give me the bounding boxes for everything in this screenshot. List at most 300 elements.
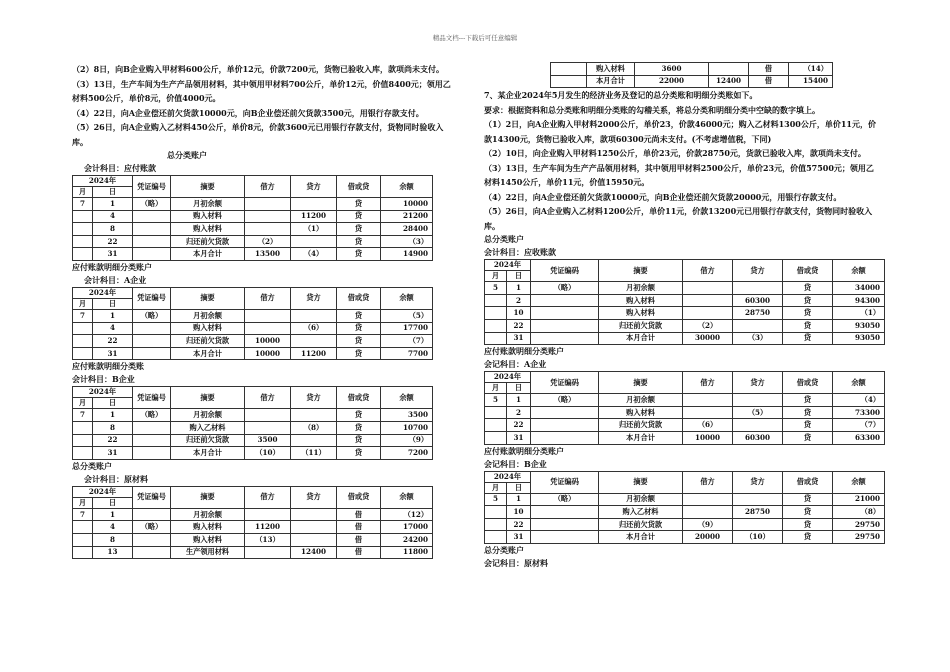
table-cell: 30000 xyxy=(683,332,733,345)
left-ledgers xyxy=(72,149,452,559)
table-cell xyxy=(73,546,93,559)
table-cell xyxy=(133,421,171,434)
table-cell: 13500 xyxy=(245,248,291,261)
table-cell: 贷 xyxy=(783,518,833,531)
table-cell: （8） xyxy=(833,506,885,519)
header-year: 2024年 xyxy=(485,260,531,271)
table-row xyxy=(551,63,891,76)
table-cell: （7） xyxy=(381,335,433,348)
table-cell: 15400 xyxy=(789,75,833,88)
table-cell: 贷 xyxy=(783,307,833,320)
header-year: 2024年 xyxy=(485,471,531,482)
table-cell: 8 xyxy=(93,533,133,546)
table-cell xyxy=(73,533,93,546)
table-cell: 22 xyxy=(507,518,531,531)
table-cell: （1） xyxy=(291,223,337,236)
table-cell: 94300 xyxy=(833,294,885,307)
table-row xyxy=(73,447,433,460)
ledger-table xyxy=(72,175,433,261)
table-cell: （5） xyxy=(381,309,433,322)
header-voucher: 凭证编号 xyxy=(133,176,171,198)
table-cell: 8 xyxy=(93,421,133,434)
table-cell: （2） xyxy=(683,319,733,332)
table-cell: （4） xyxy=(291,248,337,261)
header-summary: 摘要 xyxy=(599,372,683,394)
table-cell: 22 xyxy=(93,434,133,447)
table-row xyxy=(485,506,885,519)
table-cell: （1） xyxy=(833,307,885,320)
table-row xyxy=(73,533,433,546)
table-cell: 8 xyxy=(93,223,133,236)
table-cell: 月初余额 xyxy=(599,282,683,295)
table-cell xyxy=(133,210,171,223)
table-row xyxy=(73,347,433,360)
table-cell: 购入材料 xyxy=(171,521,245,534)
table-cell: 10000 xyxy=(245,335,291,348)
table-cell: 购入材料 xyxy=(171,533,245,546)
header-credit: 贷方 xyxy=(291,176,337,198)
table-cell xyxy=(733,518,783,531)
table-cell: （10） xyxy=(733,531,783,544)
header-debit: 借方 xyxy=(245,287,291,309)
table-cell: 22 xyxy=(93,235,133,248)
table-row xyxy=(485,431,885,444)
table-cell: 22 xyxy=(507,319,531,332)
header-debit-or-credit: 借或贷 xyxy=(783,471,833,493)
table-cell: （略） xyxy=(531,282,599,295)
table-cell xyxy=(245,546,291,559)
table-cell: 7 xyxy=(73,309,93,322)
table-cell xyxy=(531,518,599,531)
table-cell xyxy=(683,506,733,519)
table-cell: （11） xyxy=(291,447,337,460)
paragraph: （2）8日，向B企业购入甲材料600公斤，单价12元，价款7200元，货物已验收入库，款项尚未支付。 xyxy=(72,64,444,74)
table-cell: 贷 xyxy=(337,210,381,223)
header-month: 月 xyxy=(485,271,507,282)
table-row xyxy=(485,394,885,407)
table-cell: 购入材料 xyxy=(599,307,683,320)
table-cell xyxy=(73,421,93,434)
table-cell: 60300 xyxy=(733,294,783,307)
table-cell: （3） xyxy=(733,332,783,345)
table-row xyxy=(73,322,433,335)
table-cell xyxy=(73,447,93,460)
table-row xyxy=(485,332,885,345)
right-ledgers xyxy=(484,233,881,544)
table-cell xyxy=(683,406,733,419)
table-cell xyxy=(73,248,93,261)
table-cell: 24200 xyxy=(381,533,433,546)
header-voucher: 凭证编号 xyxy=(133,287,171,309)
table-cell: 11800 xyxy=(381,546,433,559)
table-cell: 34000 xyxy=(833,282,885,295)
ledger-title: 应付账款明细分类账户 xyxy=(484,346,564,357)
table-cell: 借 xyxy=(337,508,381,521)
table-cell: （9） xyxy=(381,434,433,447)
header-day: 日 xyxy=(93,298,133,309)
paragraph: （4）22日，向A企业偿还前欠货款10000元，向B企业偿还前欠货款3500元，用银行存款支付。 xyxy=(72,107,424,118)
table-cell: 购入乙材料 xyxy=(599,506,683,519)
paragraph: （5）26日，向A企业购入乙材料1200公斤，单价11元，价款13200元已用银行存款支付，货物同时验收入库。 xyxy=(484,206,873,231)
table-cell: 归还前欠货款 xyxy=(599,419,683,432)
table-cell: 借 xyxy=(749,75,789,88)
ledger-table xyxy=(484,471,885,544)
ledger-subject: 会计科目：A企业 xyxy=(84,274,147,285)
table-cell: 14900 xyxy=(381,248,433,261)
table-cell: 31 xyxy=(93,447,133,460)
header-credit: 贷方 xyxy=(291,387,337,409)
table-cell: 购入材料 xyxy=(587,63,635,76)
ledger-title: 总分类账户 xyxy=(72,460,112,471)
ledger-table xyxy=(72,386,433,459)
table-cell: 17700 xyxy=(381,322,433,335)
table-cell: 22 xyxy=(93,335,133,348)
table-row xyxy=(485,294,885,307)
table-cell: （略） xyxy=(133,198,171,211)
table-row xyxy=(485,518,885,531)
table-cell: 月初余额 xyxy=(599,493,683,506)
table-cell: 2 xyxy=(507,406,531,419)
table-cell: 1 xyxy=(507,493,531,506)
table-cell: （2） xyxy=(245,235,291,248)
table-cell: 贷 xyxy=(783,506,833,519)
paragraph: （3）13日，生产车间为生产产品领用材料，其中领用甲材料2500公斤，单价23元，价值57500元；领用乙材料1450公斤，单价11元，价值15950元。 xyxy=(484,162,874,188)
table-cell: 贷 xyxy=(337,198,381,211)
table-cell: 本月合计 xyxy=(599,332,683,345)
header-balance: 余额 xyxy=(833,372,885,394)
table-cell xyxy=(485,307,507,320)
table-cell: 10 xyxy=(507,307,531,320)
header-debit-or-credit: 借或贷 xyxy=(337,287,381,309)
header-summary: 摘要 xyxy=(599,471,683,493)
table-cell xyxy=(683,282,733,295)
header-debit-or-credit: 借或贷 xyxy=(337,176,381,198)
table-cell xyxy=(245,409,291,422)
right-column xyxy=(484,62,881,570)
table-row xyxy=(485,531,885,544)
header-voucher: 凭证编码 xyxy=(531,372,599,394)
table-row xyxy=(485,493,885,506)
table-cell xyxy=(245,421,291,434)
header-day: 日 xyxy=(93,497,133,508)
paragraph: （5）26日，向A企业购入乙材料450公斤，单价8元，价款3600元已用银行存款支付，货物同时验收入库。 xyxy=(72,122,444,147)
table-cell: 5 xyxy=(485,282,507,295)
table-cell: 73300 xyxy=(833,406,885,419)
header-month: 月 xyxy=(73,398,93,409)
table-cell xyxy=(733,319,783,332)
table-cell: 10000 xyxy=(683,431,733,444)
table-cell: 贷 xyxy=(337,235,381,248)
table-cell: （12） xyxy=(381,508,433,521)
header-month: 月 xyxy=(485,383,507,394)
table-cell xyxy=(551,63,587,76)
table-cell xyxy=(73,322,93,335)
table-cell: 借 xyxy=(337,521,381,534)
table-cell: （8） xyxy=(291,421,337,434)
table-cell: 7200 xyxy=(381,447,433,460)
table-cell: 本月合计 xyxy=(599,531,683,544)
header-day: 日 xyxy=(507,482,531,493)
table-cell: （略） xyxy=(133,409,171,422)
table-cell xyxy=(133,322,171,335)
header-summary: 摘要 xyxy=(171,387,245,409)
table-cell xyxy=(531,531,599,544)
table-row xyxy=(485,406,885,419)
ledger-subject: 会记科目：B企业 xyxy=(484,458,547,469)
table-cell: 贷 xyxy=(337,322,381,335)
table-cell xyxy=(683,493,733,506)
header-year: 2024年 xyxy=(73,287,133,298)
table-cell: 贷 xyxy=(337,347,381,360)
table-cell xyxy=(245,210,291,223)
table-cell: 22 xyxy=(507,419,531,432)
table-row xyxy=(485,419,885,432)
table-cell: 购入材料 xyxy=(171,322,245,335)
table-row xyxy=(73,508,433,521)
table-cell xyxy=(133,235,171,248)
table-cell: 7 xyxy=(73,508,93,521)
table-cell: 贷 xyxy=(783,294,833,307)
table-row xyxy=(73,223,433,236)
ledger-subject: 会计科目：原材料 xyxy=(84,473,148,484)
footer-line: 总分类账户 xyxy=(484,544,524,555)
table-row xyxy=(485,307,885,320)
header-balance: 余额 xyxy=(381,486,433,508)
table-cell xyxy=(683,394,733,407)
header-summary: 摘要 xyxy=(171,486,245,508)
table-cell: 归还前欠货款 xyxy=(599,518,683,531)
header-summary: 摘要 xyxy=(171,176,245,198)
header-debit-or-credit: 借或贷 xyxy=(783,372,833,394)
table-cell xyxy=(245,223,291,236)
header-debit-or-credit: 借或贷 xyxy=(783,260,833,282)
header-balance: 余额 xyxy=(381,287,433,309)
table-cell xyxy=(133,248,171,261)
table-cell: 购入材料 xyxy=(599,406,683,419)
header-voucher: 凭证编码 xyxy=(531,471,599,493)
table-cell: 归还前欠货款 xyxy=(599,319,683,332)
ledger-subject: 会计科目：B企业 xyxy=(72,374,135,385)
table-cell: 月初余额 xyxy=(171,409,245,422)
header-year: 2024年 xyxy=(73,176,133,187)
table-cell: 3600 xyxy=(635,63,709,76)
table-cell: 贷 xyxy=(337,421,381,434)
table-cell: （6） xyxy=(683,419,733,432)
table-cell xyxy=(531,506,599,519)
table-cell: 3500 xyxy=(245,434,291,447)
table-cell xyxy=(291,335,337,348)
table-cell: 31 xyxy=(93,347,133,360)
table-cell: 10000 xyxy=(245,347,291,360)
table-cell xyxy=(485,294,507,307)
table-cell: 贷 xyxy=(783,531,833,544)
table-cell xyxy=(73,521,93,534)
table-cell xyxy=(531,294,599,307)
table-cell: （略） xyxy=(133,309,171,322)
table-cell: 归还前欠货款 xyxy=(171,335,245,348)
table-cell: 贷 xyxy=(783,419,833,432)
table-cell: 贷 xyxy=(337,248,381,261)
table-cell xyxy=(531,319,599,332)
table-cell xyxy=(291,521,337,534)
table-cell xyxy=(73,210,93,223)
header-summary: 摘要 xyxy=(171,287,245,309)
header-debit: 借方 xyxy=(245,387,291,409)
table-cell: 月初余额 xyxy=(171,198,245,211)
ledger-table xyxy=(484,371,885,444)
right-top-ledger-continuation xyxy=(484,62,876,88)
table-cell xyxy=(73,434,93,447)
table-cell xyxy=(73,347,93,360)
table-cell: 归还前欠货款 xyxy=(171,235,245,248)
table-cell: 31 xyxy=(507,332,531,345)
table-cell: 1 xyxy=(507,282,531,295)
table-cell xyxy=(73,223,93,236)
table-row xyxy=(485,319,885,332)
table-row xyxy=(73,409,433,422)
header-credit: 贷方 xyxy=(733,372,783,394)
table-cell: 购入材料 xyxy=(171,210,245,223)
table-cell xyxy=(733,282,783,295)
ledger-title: 应付账款明细分类账户 xyxy=(484,445,564,456)
table-cell: （10） xyxy=(245,447,291,460)
table-cell xyxy=(531,419,599,432)
table-cell: 贷 xyxy=(337,409,381,422)
ledger-subject: 会记科目：A企业 xyxy=(484,359,547,370)
table-cell xyxy=(73,235,93,248)
table-cell: 贷 xyxy=(783,282,833,295)
header-day: 日 xyxy=(93,187,133,198)
table-cell xyxy=(485,332,507,345)
table-cell: 购入材料 xyxy=(599,294,683,307)
header-debit-or-credit: 借或贷 xyxy=(337,387,381,409)
table-cell: 11200 xyxy=(291,347,337,360)
table-cell: （4） xyxy=(833,394,885,407)
header-credit: 贷方 xyxy=(291,486,337,508)
table-row xyxy=(551,75,891,88)
header-credit: 贷方 xyxy=(733,471,783,493)
table-cell xyxy=(133,347,171,360)
table-cell xyxy=(291,508,337,521)
table-cell xyxy=(531,406,599,419)
table-cell: 本月合计 xyxy=(599,431,683,444)
table-row xyxy=(73,421,433,434)
paragraph: （3）13日，生产车间为生产产品领用材料，其中领用甲材料700公斤，单价12元，价值8400元；领用乙材料500公斤，单价8元，价值4000元。 xyxy=(72,78,451,103)
table-cell: 贷 xyxy=(337,309,381,322)
ledger-subject: 会计科目：应付账款 xyxy=(84,163,156,173)
table-cell: 4 xyxy=(93,210,133,223)
header-debit: 借方 xyxy=(683,471,733,493)
table-cell: 93050 xyxy=(833,319,885,332)
table-cell: 10000 xyxy=(381,198,433,211)
table-cell xyxy=(133,533,171,546)
header-debit: 借方 xyxy=(683,372,733,394)
paragraph: （1）2日，向A企业购入甲材料2000公斤，单价23，价款46000元；购入乙材料1300公斤，单价11元，价款14300元，货物已验收入库，款项60300元尚未支付。(不考虑增值税，下同) xyxy=(484,119,876,144)
paragraph: （4）22日，向A企业偿还前欠货款10000元，向B企业偿还前欠货款20000元，用银行存款支付。 xyxy=(484,191,842,202)
header-debit: 借方 xyxy=(683,260,733,282)
table-cell: 借 xyxy=(337,546,381,559)
header-day: 日 xyxy=(507,383,531,394)
table-cell: 贷 xyxy=(783,406,833,419)
table-cell xyxy=(133,335,171,348)
ledger-title: 应付账款明细分类账 xyxy=(72,361,144,372)
table-cell: 11200 xyxy=(291,210,337,223)
table-cell xyxy=(531,332,599,345)
table-cell: （略） xyxy=(531,493,599,506)
table-cell: 21200 xyxy=(381,210,433,223)
table-row xyxy=(73,248,433,261)
table-cell: 12400 xyxy=(291,546,337,559)
header-month: 月 xyxy=(73,187,93,198)
ledger-subject: 会计科目：应收账款 xyxy=(484,247,556,258)
ledger-title: 应付账款明细分类账户 xyxy=(72,261,152,272)
table-cell xyxy=(485,518,507,531)
table-cell: 4 xyxy=(93,521,133,534)
table-cell: 60300 xyxy=(733,431,783,444)
header-debit: 借方 xyxy=(245,176,291,198)
table-cell: （3） xyxy=(381,235,433,248)
table-cell xyxy=(683,294,733,307)
table-cell xyxy=(291,309,337,322)
header-day: 日 xyxy=(507,271,531,282)
table-cell xyxy=(485,419,507,432)
table-cell: 月初余额 xyxy=(171,309,245,322)
table-cell xyxy=(245,198,291,211)
table-cell xyxy=(485,406,507,419)
table-cell: 5 xyxy=(485,493,507,506)
table-cell xyxy=(485,531,507,544)
table-cell xyxy=(291,235,337,248)
table-cell: 贷 xyxy=(337,434,381,447)
paragraph: （2）10日，向企业购入甲材料1250公斤，单价23元，价款28750元，货款已验收入库，款项尚未支付。 xyxy=(484,148,866,159)
table-cell: 7 xyxy=(73,198,93,211)
table-cell: （13） xyxy=(245,533,291,546)
right-paragraphs xyxy=(484,88,876,233)
header-voucher: 凭证编码 xyxy=(531,260,599,282)
left-paragraphs xyxy=(72,62,452,149)
table-cell: 29750 xyxy=(833,518,885,531)
table-cell: 1 xyxy=(507,394,531,407)
table-cell xyxy=(551,75,587,88)
header-month: 月 xyxy=(73,497,93,508)
table-cell: 31 xyxy=(93,248,133,261)
table-cell: 月初余额 xyxy=(171,508,245,521)
table-cell: 借 xyxy=(337,533,381,546)
header-voucher: 凭证编号 xyxy=(133,387,171,409)
table-cell xyxy=(485,506,507,519)
table-cell: （略） xyxy=(531,394,599,407)
ledger-table-continuation xyxy=(550,62,891,88)
table-cell xyxy=(133,546,171,559)
table-cell xyxy=(733,419,783,432)
table-cell xyxy=(133,434,171,447)
table-cell: （6） xyxy=(291,322,337,335)
header-month: 月 xyxy=(485,482,507,493)
header-day: 日 xyxy=(93,398,133,409)
table-cell: 10700 xyxy=(381,421,433,434)
table-cell: （7） xyxy=(833,419,885,432)
table-cell: 贷 xyxy=(337,335,381,348)
table-cell xyxy=(133,447,171,460)
table-cell xyxy=(133,223,171,236)
header-year: 2024年 xyxy=(73,387,133,398)
table-cell: 贷 xyxy=(783,493,833,506)
table-cell: 93050 xyxy=(833,332,885,345)
header-year: 2024年 xyxy=(73,486,133,497)
table-cell: 本月合计 xyxy=(587,75,635,88)
table-cell: 归还前欠货款 xyxy=(171,434,245,447)
table-row xyxy=(73,210,433,223)
